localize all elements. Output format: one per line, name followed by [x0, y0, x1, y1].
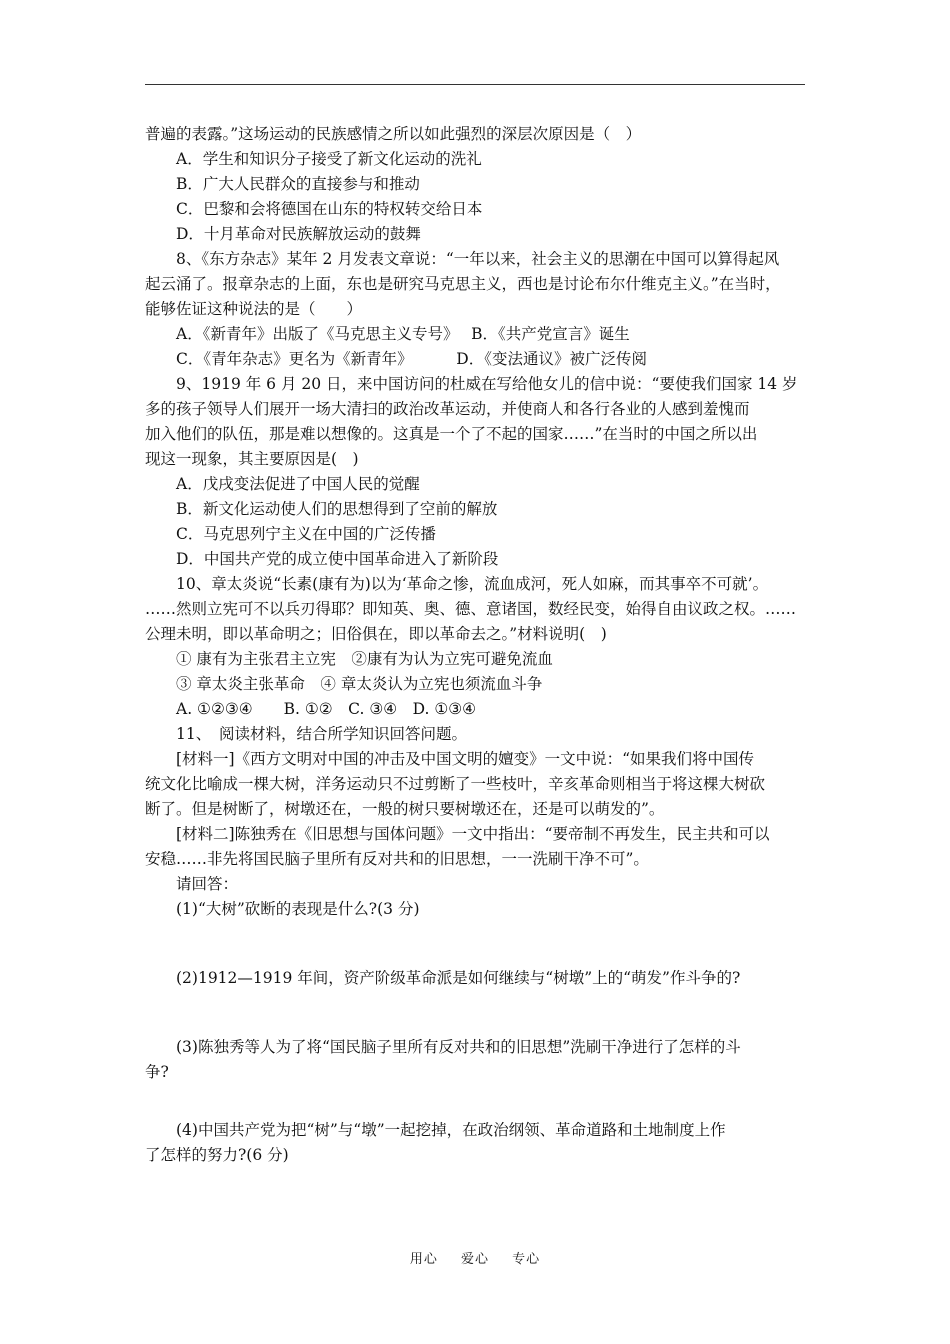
q9-stem-line: 加入他们的队伍，那是难以想像的。这真是一个了不起的国家……”在当时的中国之所以出 [145, 425, 758, 443]
q9-option-d: D．中国共产党的成立使中国革命进入了新阶段 [176, 550, 499, 568]
q10-statements-34: ③ 章太炎主张革命 ④ 章太炎认为立宪也须流血斗争 [176, 675, 543, 693]
q7-option-b: B．广大人民群众的直接参与和推动 [176, 175, 420, 193]
q7-option-d: D．十月革命对民族解放运动的鼓舞 [176, 225, 421, 243]
q11-sub-question-4-cont: 了怎样的努力?(6 分) [145, 1146, 289, 1164]
q7-option-c: C．巴黎和会将德国在山东的特权转交给日本 [176, 200, 483, 218]
q9-stem-line: 9、1919 年 6 月 20 日，来中国访问的杜威在写给他女儿的信中说：“要使我们国家 14 岁 [176, 375, 798, 393]
q11-intro: 11、 阅读材料，结合所学知识回答问题。 [176, 725, 467, 743]
q11-material-2-line: 安稳……非先将国民脑子里所有反对共和的旧思想，一一洗刷干净不可”。 [145, 850, 649, 868]
q11-sub-question-3-cont: 争? [145, 1063, 169, 1081]
q10-options: A. ①②③④ B. ①② C. ③④ D. ①③④ [176, 700, 477, 718]
q11-sub-question-4: (4)中国共产党为把“树”与“墩”一起挖掉，在政治纲领、革命道路和土地制度上作 [176, 1121, 726, 1139]
q11-material-1-line: 断了。但是树断了，树墩还在，一般的树只要树墩还在，还是可以萌发的”。 [145, 800, 665, 818]
q8-options-cd: C．《青年杂志》更名为《新青年》 D．《变法通议》被广泛传阅 [176, 350, 647, 368]
q10-stem-line: 10、章太炎说“长素(康有为)以为‘革命之惨，流血成河，死人如麻，而其事卒不可就’。 [176, 575, 769, 593]
q11-material-2-line: [材料二]陈独秀在《旧思想与国体问题》一文中指出：“要帝制不再发生，民主共和可以 [176, 825, 770, 843]
q8-stem-line: 能够佐证这种说法的是（ ） [145, 300, 363, 318]
answer-space [145, 922, 810, 966]
q11-sub-question-2: (2)1912—1919 年间，资产阶级革命派是如何继续与“树墩”上的“萌发”作斗争的? [176, 969, 741, 987]
q8-stem-line: 起云涌了。报章杂志的上面，东也是研究马克思主义，西也是讨论布尔什维克主义。”在当时， [145, 275, 781, 293]
q11-prompt: 请回答： [176, 875, 239, 893]
q9-stem-line: 多的孩子领导人们展开一场大清扫的政治改革运动，并使商人和各行各业的人感到羞愧而 [145, 400, 750, 418]
q8-stem-line: 8、《东方杂志》某年 2 月发表文章说：“一年以来，社会主义的思潮在中国可以算得起风 [176, 250, 780, 268]
answer-space [145, 991, 810, 1035]
q11-sub-question-1: (1)“大树”砍断的表现是什么?(3 分) [176, 900, 420, 918]
footer-text: 爱心 [460, 1252, 489, 1267]
header-rule [145, 84, 805, 85]
q11-material-1-line: [材料一]《西方文明对中国的冲击及中国文明的嬗变》一文中说：“如果我们将中国传 [176, 750, 755, 768]
q7-option-a: A．学生和知识分子接受了新文化运动的洗礼 [176, 150, 482, 168]
q11-material-1-line: 统文化比喻成一棵大树，洋务运动只不过剪断了一些枝叶，辛亥革命则相当于将这棵大树砍 [145, 775, 766, 793]
q11-sub-question-3: (3)陈独秀等人为了将“国民脑子里所有反对共和的旧思想”洗刷干净进行了怎样的斗 [176, 1038, 741, 1056]
document-body [145, 122, 810, 1168]
q7-stem: 普遍的表露。”这场运动的民族感情之所以如此强烈的深层次原因是（ ） [145, 125, 642, 143]
footer-text: 用心 [409, 1252, 438, 1267]
footer-text: 专心 [512, 1252, 541, 1267]
answer-space [145, 1085, 810, 1118]
q10-stem-line: 公理未明，即以革命明之；旧俗俱在，即以革命去之。”材料说明( ) [145, 625, 607, 643]
page-footer [0, 1248, 950, 1267]
q10-stem-line: ……然则立宪可不以兵刃得耶？即知英、奥、德、意诸国，数经民变，始得自由议政之权。…… [145, 600, 797, 618]
q8-options-ab: A．《新青年》出版了《马克思主义专号》 B．《共产党宣言》诞生 [176, 325, 630, 343]
q9-option-c: C．马克思列宁主义在中国的广泛传播 [176, 525, 436, 543]
q10-statements-12: ① 康有为主张君主立宪 ②康有为认为立宪可避免流血 [176, 650, 553, 668]
q9-option-a: A．戊戌变法促进了中国人民的觉醒 [176, 475, 420, 493]
q9-stem-line: 现这一现象，其主要原因是( ) [145, 450, 359, 468]
q9-option-b: B．新文化运动使人们的思想得到了空前的解放 [176, 500, 498, 518]
